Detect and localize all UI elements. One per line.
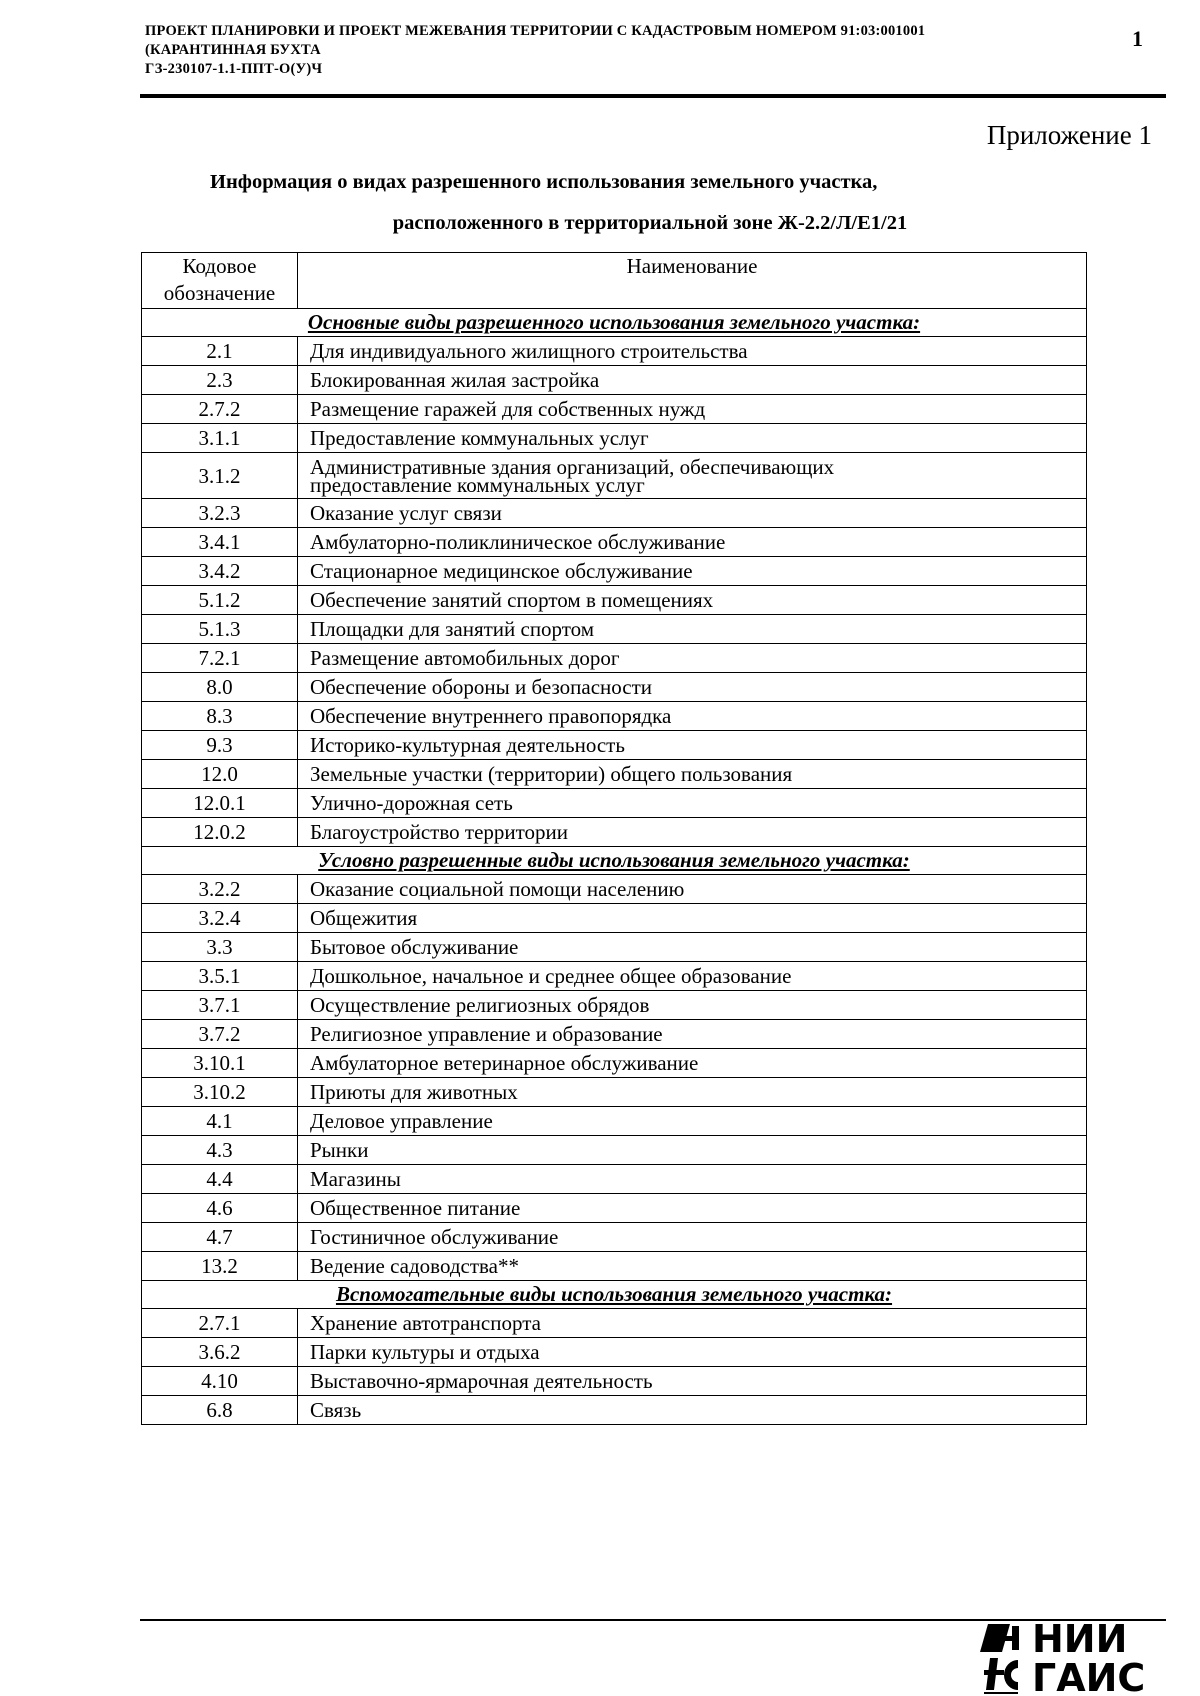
land-use-table [141, 252, 1087, 1425]
row-name: Осуществление религиозных обрядов [298, 991, 1087, 1020]
row-code: 3.5.1 [142, 962, 298, 991]
table-row [142, 1020, 1087, 1049]
row-code: 12.0.1 [142, 789, 298, 818]
row-name: Общежития [298, 904, 1087, 933]
row-name-line-2: предоставление коммунальных услуг [310, 472, 645, 497]
row-name: Амбулаторно-поликлиническое обслуживание [298, 528, 1087, 557]
logo-text-top: НИИ [1032, 1622, 1128, 1661]
row-name: Блокированная жилая застройка [298, 366, 1087, 395]
row-code: 3.2.4 [142, 904, 298, 933]
table-header-row [142, 253, 1087, 309]
table-row [142, 424, 1087, 453]
table-row [142, 1252, 1087, 1281]
section-title: Условно разрешенные виды использования земельного участка: [142, 847, 1087, 875]
row-code: 3.1.1 [142, 424, 298, 453]
section-header-row [142, 309, 1087, 337]
row-name: Историко-культурная деятельность [298, 731, 1087, 760]
row-code: 7.2.1 [142, 644, 298, 673]
section-header-row [142, 1281, 1087, 1309]
row-name: Приюты для животных [298, 1078, 1087, 1107]
header-line-2: (КАРАНТИННАЯ БУХТА [145, 42, 321, 58]
niigais-logo [980, 1622, 1170, 1696]
table-row [142, 586, 1087, 615]
row-name: Рынки [298, 1136, 1087, 1165]
header-rule [140, 94, 1166, 98]
row-name: Деловое управление [298, 1107, 1087, 1136]
row-code: 3.3 [142, 933, 298, 962]
row-code: 3.2.2 [142, 875, 298, 904]
table-row [142, 337, 1087, 366]
table-row [142, 1165, 1087, 1194]
table-row [142, 1396, 1087, 1425]
row-name: Размещение автомобильных дорог [298, 644, 1087, 673]
table-row [142, 1078, 1087, 1107]
table-row [142, 760, 1087, 789]
row-name: Амбулаторное ветеринарное обслуживание [298, 1049, 1087, 1078]
table-row [142, 499, 1087, 528]
table-row [142, 1338, 1087, 1367]
row-code: 8.0 [142, 673, 298, 702]
row-name: Благоустройство территории [298, 818, 1087, 847]
row-code: 3.10.2 [142, 1078, 298, 1107]
code-column-header [142, 253, 298, 309]
table-row [142, 1194, 1087, 1223]
table-row [142, 1223, 1087, 1252]
document-header [145, 22, 1075, 79]
table-row [142, 528, 1087, 557]
table-row [142, 557, 1087, 586]
row-name [298, 453, 1087, 499]
code-header-line-2: обозначение [163, 281, 276, 305]
row-code: 13.2 [142, 1252, 298, 1281]
section-header-row [142, 847, 1087, 875]
table-row [142, 933, 1087, 962]
row-code: 3.7.2 [142, 1020, 298, 1049]
table-row [142, 818, 1087, 847]
code-header-line-1: Кодовое [182, 254, 257, 278]
row-name: Оказание услуг связи [298, 499, 1087, 528]
title-line-2: расположенного в территориальной зоне Ж-2.2/Л/Е1/21 [392, 212, 908, 234]
table-row [142, 366, 1087, 395]
row-code: 3.7.1 [142, 991, 298, 1020]
table-row [142, 731, 1087, 760]
table-row [142, 1107, 1087, 1136]
row-name: Магазины [298, 1165, 1087, 1194]
table-row [142, 1309, 1087, 1338]
row-code: 8.3 [142, 702, 298, 731]
row-code: 4.7 [142, 1223, 298, 1252]
row-name: Предоставление коммунальных услуг [298, 424, 1087, 453]
row-code: 3.4.1 [142, 528, 298, 557]
logo-text-bottom: ГАИС [1032, 1656, 1146, 1696]
row-name: Обеспечение обороны и безопасности [298, 673, 1087, 702]
row-code: 9.3 [142, 731, 298, 760]
logo-emblem-icon [980, 1624, 1019, 1694]
row-code: 2.7.1 [142, 1309, 298, 1338]
row-code: 3.1.2 [142, 453, 298, 499]
table-row [142, 702, 1087, 731]
table-row [142, 1367, 1087, 1396]
row-name: Ведение садоводства** [298, 1252, 1087, 1281]
appendix-label: Приложение 1 [986, 120, 1152, 150]
row-code: 6.8 [142, 1396, 298, 1425]
row-name: Хранение автотранспорта [298, 1309, 1087, 1338]
row-name: Религиозное управление и образование [298, 1020, 1087, 1049]
table-row [142, 991, 1087, 1020]
row-name: Связь [298, 1396, 1087, 1425]
row-code: 4.4 [142, 1165, 298, 1194]
row-code: 5.1.2 [142, 586, 298, 615]
row-name: Размещение гаражей для собственных нужд [298, 395, 1087, 424]
row-name: Общественное питание [298, 1194, 1087, 1223]
row-name: Парки культуры и отдыха [298, 1338, 1087, 1367]
row-name: Улично-дорожная сеть [298, 789, 1087, 818]
row-name: Для индивидуального жилищного строительства [298, 337, 1087, 366]
header-line-3: ГЗ-230107-1.1-ППТ-О(У)Ч [145, 61, 323, 77]
row-code: 3.4.2 [142, 557, 298, 586]
table-row [142, 615, 1087, 644]
table-row [142, 673, 1087, 702]
row-code: 2.7.2 [142, 395, 298, 424]
section-title: Основные виды разрешенного использования земельного участка: [142, 309, 1087, 337]
row-name: Стационарное медицинское обслуживание [298, 557, 1087, 586]
row-code: 4.6 [142, 1194, 298, 1223]
row-code: 12.0.2 [142, 818, 298, 847]
row-code: 4.3 [142, 1136, 298, 1165]
row-name: Обеспечение внутреннего правопорядка [298, 702, 1087, 731]
row-code: 5.1.3 [142, 615, 298, 644]
name-column-header: Наименование [298, 253, 1087, 309]
table-row [142, 1136, 1087, 1165]
row-code: 12.0 [142, 760, 298, 789]
row-code: 4.10 [142, 1367, 298, 1396]
row-code: 3.2.3 [142, 499, 298, 528]
row-code: 4.1 [142, 1107, 298, 1136]
row-name: Бытовое обслуживание [298, 933, 1087, 962]
footer-rule [140, 1619, 1166, 1621]
table-row [142, 1049, 1087, 1078]
row-name: Дошкольное, начальное и среднее общее образование [298, 962, 1087, 991]
page-number: 1 [1132, 26, 1143, 51]
row-code: 2.1 [142, 337, 298, 366]
row-code: 2.3 [142, 366, 298, 395]
header-line-1: ПРОЕКТ ПЛАНИРОВКИ И ПРОЕКТ МЕЖЕВАНИЯ ТЕРРИТОРИИ С КАДАСТРОВЫМ НОМЕРОМ 91:03:001001 [145, 23, 926, 39]
table-row [142, 453, 1087, 499]
table-row [142, 644, 1087, 673]
row-name: Оказание социальной помощи населению [298, 875, 1087, 904]
table-row [142, 962, 1087, 991]
table-row [142, 789, 1087, 818]
table-row [142, 875, 1087, 904]
row-name: Обеспечение занятий спортом в помещениях [298, 586, 1087, 615]
section-title: Вспомогательные виды использования земельного участка: [142, 1281, 1087, 1309]
title-line-1: Информация о видах разрешенного использования земельного участка, [210, 171, 878, 193]
row-name: Земельные участки (территории) общего пользования [298, 760, 1087, 789]
row-code: 3.6.2 [142, 1338, 298, 1367]
row-name: Гостиничное обслуживание [298, 1223, 1087, 1252]
row-name: Площадки для занятий спортом [298, 615, 1087, 644]
table-row [142, 395, 1087, 424]
row-name: Выставочно-ярмарочная деятельность [298, 1367, 1087, 1396]
row-name-line-1: Административные здания организаций, обеспечивающих [310, 454, 835, 479]
row-code: 3.10.1 [142, 1049, 298, 1078]
table-row [142, 904, 1087, 933]
